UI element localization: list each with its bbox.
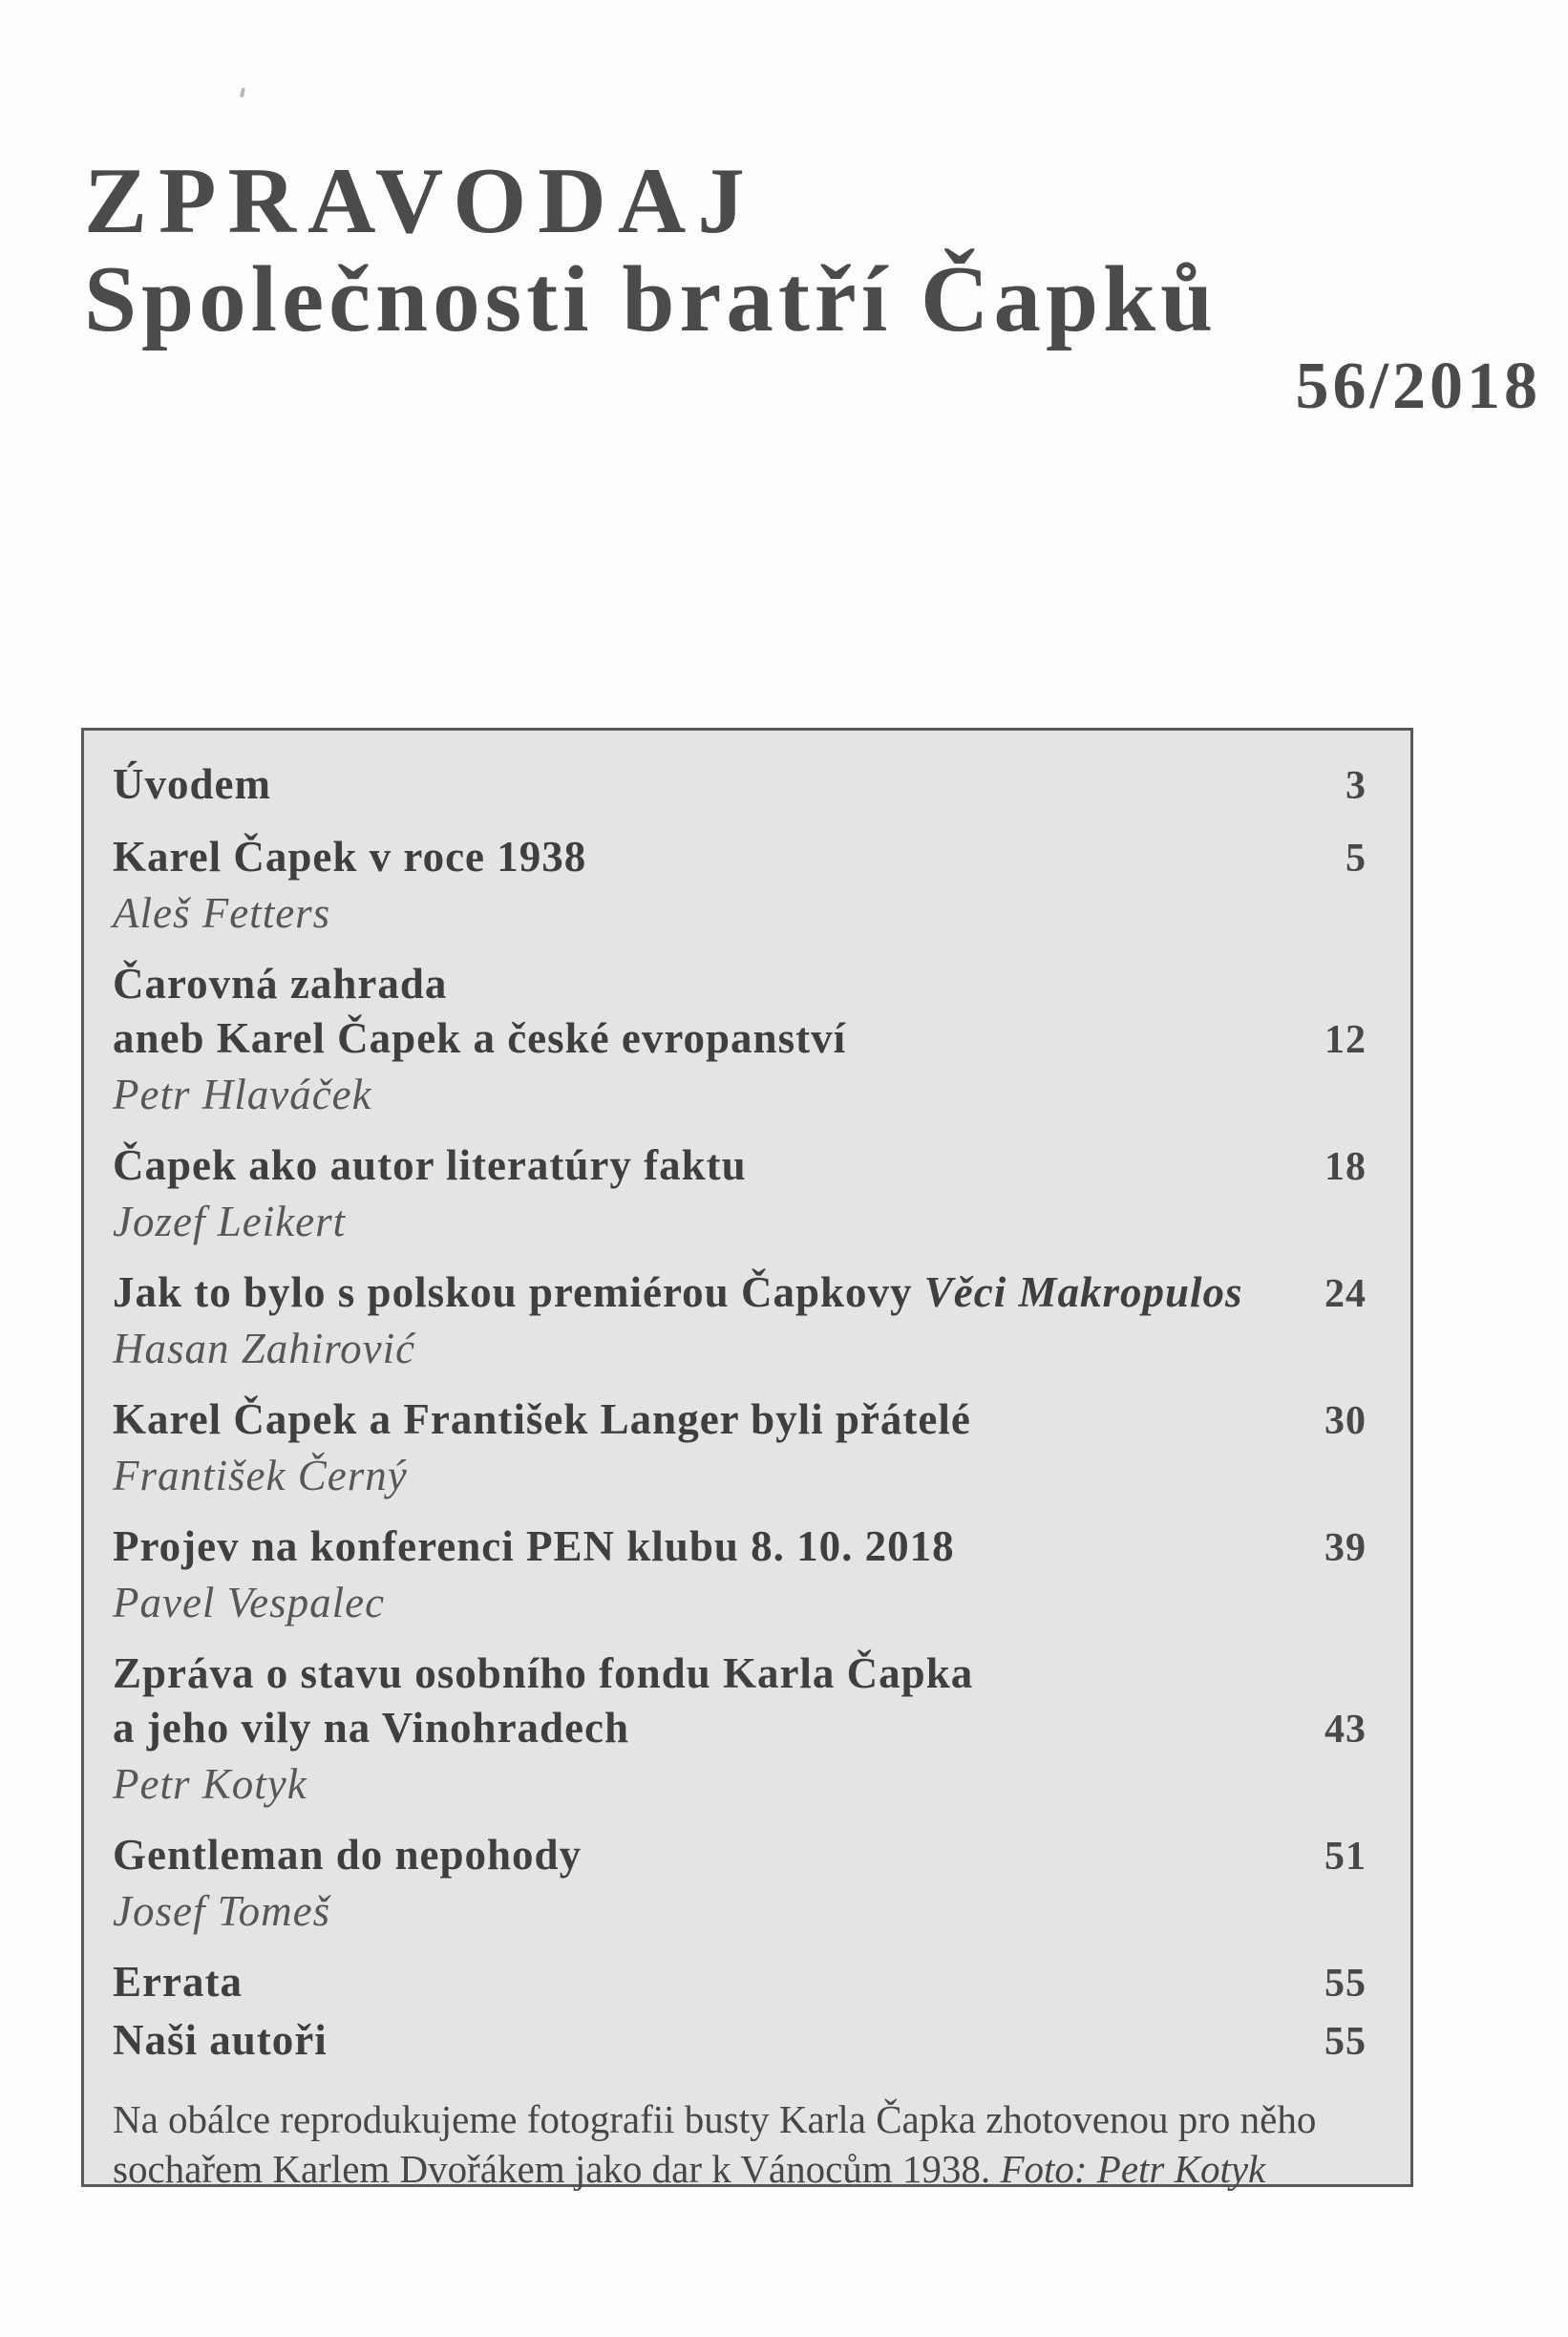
toc-entry	[113, 957, 1367, 1122]
toc-box	[81, 728, 1413, 2191]
toc-page-number: 12	[1324, 1018, 1367, 1062]
toc-entry	[113, 1392, 1367, 1503]
toc-page-number: 43	[1324, 1708, 1367, 1752]
toc-entry-title: Jak to bylo s polskou premiérou Čapkovy Věci Makropulos 24	[113, 1265, 1367, 1322]
toc-entry-title-italic: Věci Makropulos	[923, 1268, 1243, 1316]
toc-entry	[113, 1519, 1367, 1630]
issue-number: 56/2018	[1295, 350, 1541, 423]
toc-entry-author: Jozef Leikert	[113, 1198, 347, 1245]
toc-entry-title-line2: aneb Karel Čapek a české evropanství 12	[113, 1011, 1367, 1068]
toc-entry-title: Errata 55	[113, 1955, 1367, 2011]
toc-page-number: 51	[1324, 1835, 1367, 1879]
toc-entry-title: Karel Čapek a František Langer byli přátelé 30	[113, 1392, 1367, 1449]
toc-entry	[113, 1647, 1367, 1812]
toc-entry-title: Karel Čapek v roce 1938 5	[113, 830, 1367, 886]
toc-entry	[113, 830, 1367, 941]
toc-entry-author: Petr Hlaváček	[113, 1071, 372, 1118]
cover-photo-credit: Foto: Petr Kotyk	[1000, 2147, 1266, 2191]
toc-entry	[113, 757, 1367, 814]
journal-title-line2: Společnosti bratří Čapků	[84, 246, 1218, 351]
toc-page-number: 39	[1324, 1526, 1367, 1570]
toc-entry-title: Projev na konferenci PEN klubu 8. 10. 2018 39	[113, 1519, 1367, 1576]
masthead	[84, 149, 1413, 351]
toc-page-number: 55	[1324, 1962, 1367, 2006]
cover-photo-note	[113, 2094, 1367, 2194]
journal-title-line1: ZPRAVODAJ	[84, 149, 756, 253]
toc-entry-title-line2: a jeho vily na Vinohradech 43	[113, 1701, 1367, 1757]
toc-entry-author: Pavel Vespalec	[113, 1579, 386, 1626]
toc-entry-author: Aleš Fetters	[113, 889, 331, 937]
toc-entry	[113, 1955, 1367, 2011]
toc-page-number: 5	[1346, 837, 1367, 881]
toc-entry-title: Zpráva o stavu osobního fondu Karla Čapka	[113, 1649, 974, 1697]
toc-page-number: 55	[1324, 2020, 1367, 2064]
toc-entry-author: Josef Tomeš	[113, 1887, 331, 1935]
toc-entry-author: Hasan Zahirović	[113, 1325, 416, 1372]
toc-entry-title: Čarovná zahrada	[113, 960, 448, 1008]
toc-page-number: 30	[1324, 1399, 1367, 1443]
toc-entry-author: František Černý	[113, 1452, 408, 1499]
toc-entry	[113, 1138, 1367, 1249]
toc-page-number: 3	[1346, 764, 1367, 808]
toc-entry	[113, 1828, 1367, 1939]
toc-page-number: 18	[1324, 1145, 1367, 1189]
toc-page-number: 24	[1324, 1272, 1367, 1316]
toc-entry	[113, 2013, 1367, 2070]
toc-entry-title: Úvodem 3	[113, 757, 1367, 814]
toc-entry-author: Petr Kotyk	[113, 1760, 307, 1808]
toc-entry-title: Gentleman do nepohody 51	[113, 1828, 1367, 1884]
toc-entry-title: Naši autoři 55	[113, 2013, 1367, 2070]
toc-entry-title: Čapek ako autor literatúry faktu 18	[113, 1138, 1367, 1195]
scan-artifact	[240, 88, 245, 98]
cover-photo-note-text: Na obálce reprodukujeme fotografii busty Karla Čapka zhotovenou pro něho sochařem Karlem Dvořákem jako dar k Vánocům 1938.	[113, 2097, 1317, 2191]
toc-entry	[113, 1265, 1367, 1376]
